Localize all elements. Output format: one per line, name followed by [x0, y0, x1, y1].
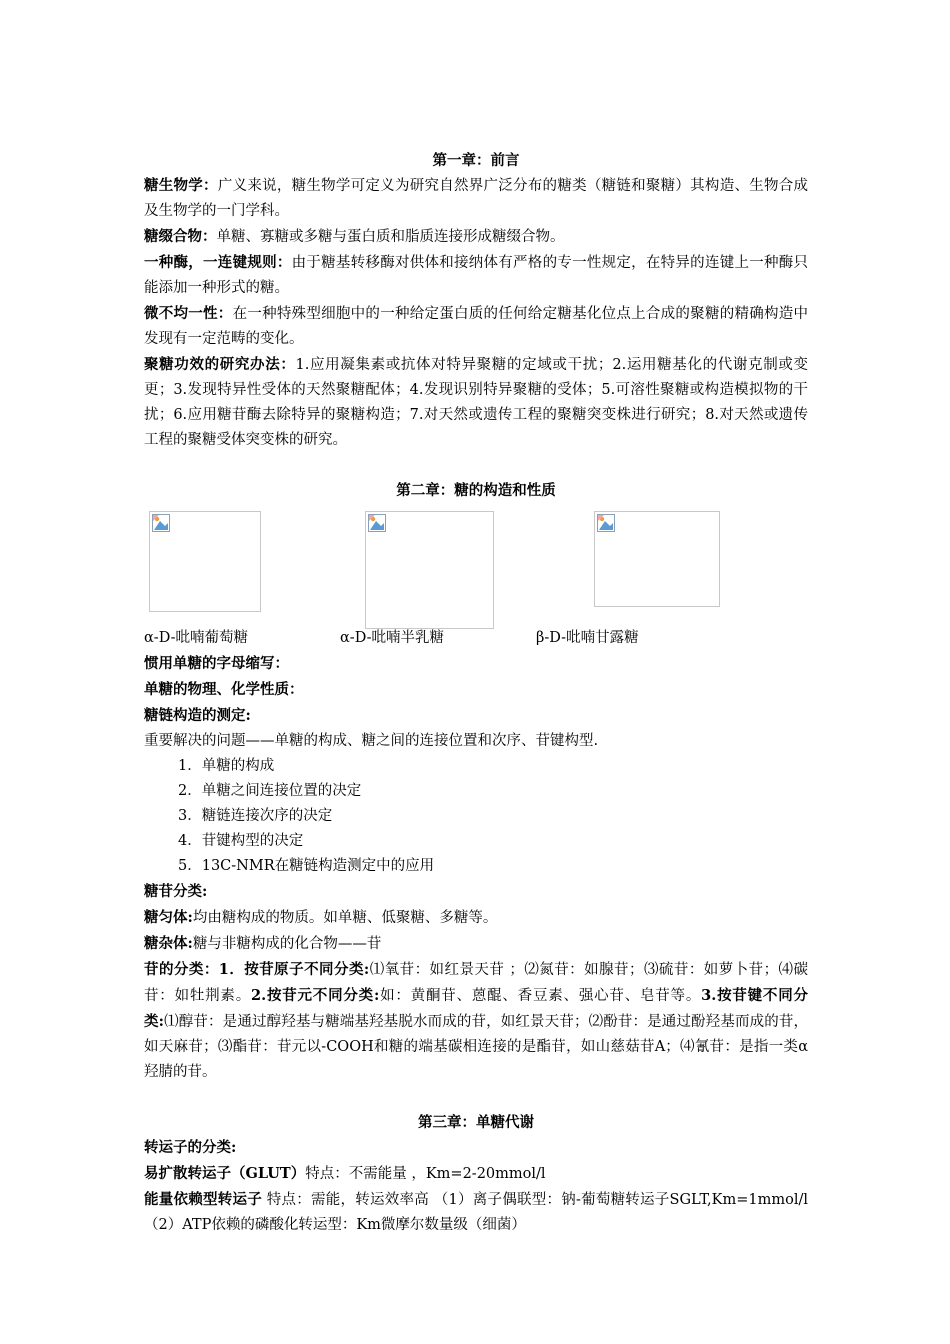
structure-images	[144, 511, 808, 626]
broken-image-icon	[597, 514, 615, 532]
caption: α-D-吡喃半乳糖	[340, 630, 444, 646]
term: 一种酶，一连键规则：	[144, 254, 292, 271]
paragraph-research-methods: 聚糖功效的研究办法：1.应用凝集素或抗体对特异聚糖的定域或干扰；2.运用糖基化的代谢克制或变更；3.发现特异性受体的天然聚糖配体；4.发现识别特异聚糖的受体；5.可溶性聚糖或构造模拟物的干扰；6.应用糖苷酶去除特异的聚糖构造；7.对天然或遗传工程的聚糖突变株进行研究；8.对天然或遗传工程的聚糖受体突变株的研究。	[144, 356, 809, 448]
chapter-3-title: 第三章：单糖代谢	[418, 1114, 534, 1131]
list-item: 1．单糖的构成	[178, 758, 275, 774]
broken-image-placeholder	[365, 511, 494, 629]
list-item: 2．单糖之间连接位置的决定	[178, 783, 362, 799]
paragraph-homoglycan: 糖匀体:均由糖构成的物质。如单糖、低聚糖、多糖等。	[144, 909, 498, 926]
list-item: 3．糖链连接次序的决定	[178, 808, 333, 824]
paragraph-glycobiology: 糖生物学：广义来说，糖生物学可定义为研究自然界广泛分布的糖类（糖链和聚糖）其构造、生物合成及生物学的一门学科。	[144, 177, 809, 219]
list-item: 4．苷键构型的决定	[178, 833, 304, 849]
paragraph-heteroglycan: 糖杂体:糖与非糖构成的化合物——苷	[144, 935, 382, 952]
heading-abbreviations: 惯用单糖的字母缩写：	[144, 655, 289, 672]
caption: β-D-吡喃甘露糖	[536, 630, 639, 646]
broken-image-placeholder	[149, 511, 261, 612]
term: 糖缀合物：	[144, 228, 217, 245]
document-page	[144, 148, 808, 1238]
structure-intro: 重要解决的问题——单糖的构成、糖之间的连接位置和次序、苷键构型.	[144, 733, 599, 749]
paragraph-facilitated-diffusion: 易扩散转运子（GLUT）特点：不需能量 ，Km=2-20mmol/l	[144, 1165, 546, 1182]
paragraph-glycoside-types: 苷的分类：1．按苷原子不同分类:⑴氧苷：如红景天苷 ；⑵氮苷：如腺苷；⑶硫苷：如萝卜苷；⑷碳苷：如牡荆素。2.按苷元不同分类:如：黄酮苷、蒽醌、香豆素、强心苷、皂苷等。3.按苷键不同分类:⑴醇苷：是通过醇羟基与糖端基羟基脱水而成的苷，如红景天苷；⑵酚苷：是通过酚羟基而成的苷，如天麻苷；⑶酯苷：苷元以-COOH和糖的端基碳相连接的是酯苷，如山慈菇苷A；⑷氰苷：是指一类α羟腈的苷。	[144, 961, 809, 1080]
paragraph-energy-dependent: 能量依赖型转运子 特点：需能，转运效率高 （1）离子偶联型：钠-葡萄糖转运子SGLT,Km=1mmol/l （2）ATP依赖的磷酸化转运型：Km微摩尔数量级（细菌）	[144, 1191, 808, 1233]
chapter-1-title: 第一章：前言	[432, 152, 520, 169]
heading-transporter-classification: 转运子的分类:	[144, 1139, 237, 1156]
heading-properties: 单糖的物理、化学性质：	[144, 681, 304, 698]
paragraph-microheterogeneity: 微不均一性：在一种特殊型细胞中的一种给定蛋白质的任何给定糖基化位点上合成的聚糖的精确构造中发现有一定范畴的变化。	[144, 305, 809, 347]
chapter-2-title: 第二章：糖的构造和性质	[396, 482, 556, 499]
broken-image-icon	[368, 514, 386, 532]
term: 微不均一性：	[144, 305, 233, 322]
term: 糖生物学：	[144, 177, 218, 194]
term: 聚糖功效的研究办法：	[144, 356, 296, 373]
image-captions	[144, 626, 808, 651]
paragraph-one-enzyme-rule: 一种酶，一连键规则：由于糖基转移酶对供体和接纳体有严格的专一性规定，在特异的连键上一种酶只能添加一种形式的糖。	[144, 254, 809, 296]
caption: α-D-吡喃葡萄糖	[144, 630, 248, 646]
broken-image-icon	[152, 514, 170, 532]
heading-structure-determination: 糖链构造的测定:	[144, 707, 251, 724]
list-item: 5．13C-NMR在糖链构造测定中的应用	[178, 858, 435, 874]
heading-glycoside-classification: 糖苷分类:	[144, 883, 208, 900]
broken-image-placeholder	[594, 511, 720, 607]
paragraph-glycoconjugate: 糖缀合物：单糖、寡糖或多糖与蛋白质和脂质连接形成糖缀合物。	[144, 228, 565, 245]
